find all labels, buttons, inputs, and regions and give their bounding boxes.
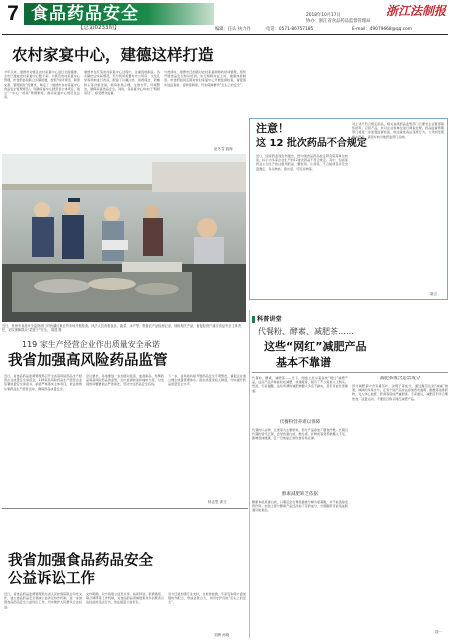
lead-column-1: 今年以来，建德市对辖区农村家宴中心进行全面摸排，全市已建成农村家宴中心数十家。为规范农村家宴中心管理，市食药监局联合乡镇街道，按照“场所规范、制度完善、管理到位”的要求，制定了《建德市农村家宴中心食品安全管理规范》，明确家宴中心经营者主体责任，建立“一中心一档案”管理制度，推动家宴中心规范化运营。 xyxy=(4,70,80,100)
science-subhead-1: 代餐粉营养难以保障 xyxy=(279,420,321,425)
science-intro: 代餐粉、酵素、减肥茶……当下，网络上充斥着各类“网红”减肥产品，这些产品声称能轻松减肥、快速瘦身，吸引了不少爱美人士购买。然而，专家提醒，这些所谓的减肥神器大多名不副实，甚至可能危害健康。 xyxy=(252,376,348,393)
science-headline-2: 基本不靠谱 xyxy=(276,356,331,369)
lead-headline: 农村家宴中心，建德这样打造 xyxy=(12,46,214,64)
science-byline: 钱一 xyxy=(435,630,442,634)
story3-headline-1: 我省加强食品药品安全 xyxy=(8,553,153,569)
science-column-2 xyxy=(352,376,448,634)
photo-illustration xyxy=(2,154,246,322)
page-number: 7 xyxy=(7,2,19,25)
notice-byline: 晓言 xyxy=(430,292,437,296)
lead-column-3: 与此同时，建德市还加强对农村家宴厨师的培训管理，组织开展食品安全知识培训，实行厨师持证上岗、健康体检制度。市食药监局定期对农村家宴中心开展监督检查，督促落实进货查验、留样等制度，切实保障群众“舌尖上的安全”。 xyxy=(164,70,246,87)
notice-column-1: 近日，国家药监局发布通告，经中国食品药品检定研究院等单位检验，标示为多家企业生产的12批次药品不符合规定。其中，包括某药业公司生产的注射用药品、颗粒剂、片剂等，不合格项目涉及含量测定、有关物质、溶出度、可见异物等。 xyxy=(256,154,348,171)
column-tag: 科普讲堂 xyxy=(257,316,282,323)
section-code: 【总第0233期】 xyxy=(78,25,120,31)
column-divider xyxy=(249,310,250,638)
story-divider xyxy=(2,508,248,509)
science-body-3: 部分减肥茶中含有番泻叶、决明子等成分，通过腹泻达到“减重”效果，减掉的多是水分。还有个别产品非法添加西布曲明、酚酞等违禁药物，对人体心血管、肝肾等造成严重损害。专家建议，减肥应科学合理饮食、适量运动，不要盲目购买网红减肥产品。 xyxy=(352,384,448,401)
science-body-2: 酵素本质是蛋白质，口服后会在胃肠道被分解为氨基酸，并不能直接发挥作用。市面上部分酵素产品还添加了泻药成分，长期服用可能造成肠道功能紊乱。 xyxy=(252,500,348,513)
phone: 电话：0571-86757185 xyxy=(266,27,314,32)
science-subhead-2: 酵素减肥缺乏依据 xyxy=(282,492,318,497)
story3-column-2: 文件明确，双方将建立信息共享、线索移送、案情通报、联合调研等工作机制，对食品药品领域侵害众多消费者合法权益的违法行为，依法提起公益诉讼。 xyxy=(86,592,164,605)
story3-headline-2: 公益诉讼工作 xyxy=(8,571,95,587)
column-tag-marker xyxy=(252,316,255,323)
issue-date: 2018年10月17日 xyxy=(306,13,341,18)
story3-column-3: 双方还将加强专业支持，在检验检测、专家咨询等方面加强协作配合，形成监管合力，共同守护百姓“舌尖上的安全”。 xyxy=(168,592,246,605)
lead-byline: 赵冬雪 钱海 xyxy=(214,147,233,151)
science-body-1: 代餐粉以谷物、豆类等为主要原料，部分产品添加了膳食纤维。长期以代餐粉替代正餐，会导致蛋白质、维生素、矿物质等营养素摄入不足，影响身体健康，且一旦恢复正常饮食容易反弹。 xyxy=(252,428,348,441)
story2-kicker: 119 家生产经营企业作出质量安全承诺 xyxy=(22,340,160,349)
market-inspection-photo xyxy=(2,154,246,322)
science-subhead-3: 减肥茶或含违禁成分 xyxy=(379,376,421,381)
coordinator: 协办：浙江省食品药品监督管理局 xyxy=(306,19,371,24)
section-title: 食品药品安全 xyxy=(31,4,139,24)
story3-byline: 刘洲 孙晓 xyxy=(214,633,230,637)
notice-title-2: 这 12 批次药品不合规定 xyxy=(256,138,367,149)
newspaper-logo: 浙江法制报 xyxy=(386,4,447,18)
notice-column-2: 对上述不符合规定药品，相关省级药品监管部门已要求企业暂停销售使用、召回产品，并对企业和单位进行调查处理。药品监督管理部门将进一步加强监督检查，依法查处违法违规行为。公众如发现相关药品，请及时向当地药监部门反映。 xyxy=(352,122,444,139)
editors: 编辑：任认 执力丹 xyxy=(215,27,251,32)
notice-title-1: 注意！ xyxy=(256,122,289,135)
story3-column-1: 近日，省食品药品监督管理局与省人民检察院联合印发文件，建立食品药品安全领域公益诉讼协作机制，进一步加强食品药品安全公益诉讼工作，切实维护人民群众合法权益。 xyxy=(4,592,82,609)
science-column-1 xyxy=(252,376,348,634)
photo-caption: 近日，杭州市食品安全监管部门对西湖区某农贸市场开展检查。执法人员查看食品、蔬菜、水产等，察看农产品检测记录，抽检相关产品，督促经营户落实食品安全主体责任，切实保障群众“菜篮子”安全。 胡建 摄 xyxy=(2,324,242,333)
science-kicker: 代餐粉、酵素、减肥茶…… xyxy=(258,327,354,336)
story2-column-1: 近日，省食品药品监督管理局召开全省高风险药品生产经营企业质量安全承诺会，119家高风险药品生产经营企业签署质量安全承诺书，承诺严格落实主体责任，依法依规从事药品生产经营活动，确保药品质量安全。 xyxy=(4,374,82,391)
email: E-mail：49079668@qq.com xyxy=(352,27,412,32)
story2-column-2: 会议要求，各地要进一步加强对疫苗、血液制品、特殊药品等高风险药品的监管，加大监督检查和抽检力度，对发现的问题要依法严肃查处，坚决守住药品安全底线。 xyxy=(86,374,164,387)
science-headline-1: 这些“网红”减肥产品 xyxy=(264,340,367,353)
lead-column-2: 建德市在打造农村家宴中心过程中，注重因地制宜。各乡镇结合实际情况，充分利用闲置村办公用房、文化礼堂等场地进行改造，配备了冷藏冷冻、消毒保洁、防蝇防尘等设施设备，厨房布局合理，生熟分开，环境整洁，确保家宴食品安全。同时，各家宴中心均实行“明厨亮灶”，接受群众监督。 xyxy=(84,70,160,96)
story2-headline: 我省加强高风险药品监管 xyxy=(8,353,168,369)
story2-byline: 杨志思 浙文 xyxy=(208,500,227,504)
science-rule xyxy=(252,372,448,373)
header-rule xyxy=(2,34,448,35)
story2-column-3: 下一步，省局将持续开展药品安全专项整治，督促企业建立健全质量管理体系，落实质量受权人制度，切实提升药品质量安全水平。 xyxy=(168,374,246,387)
